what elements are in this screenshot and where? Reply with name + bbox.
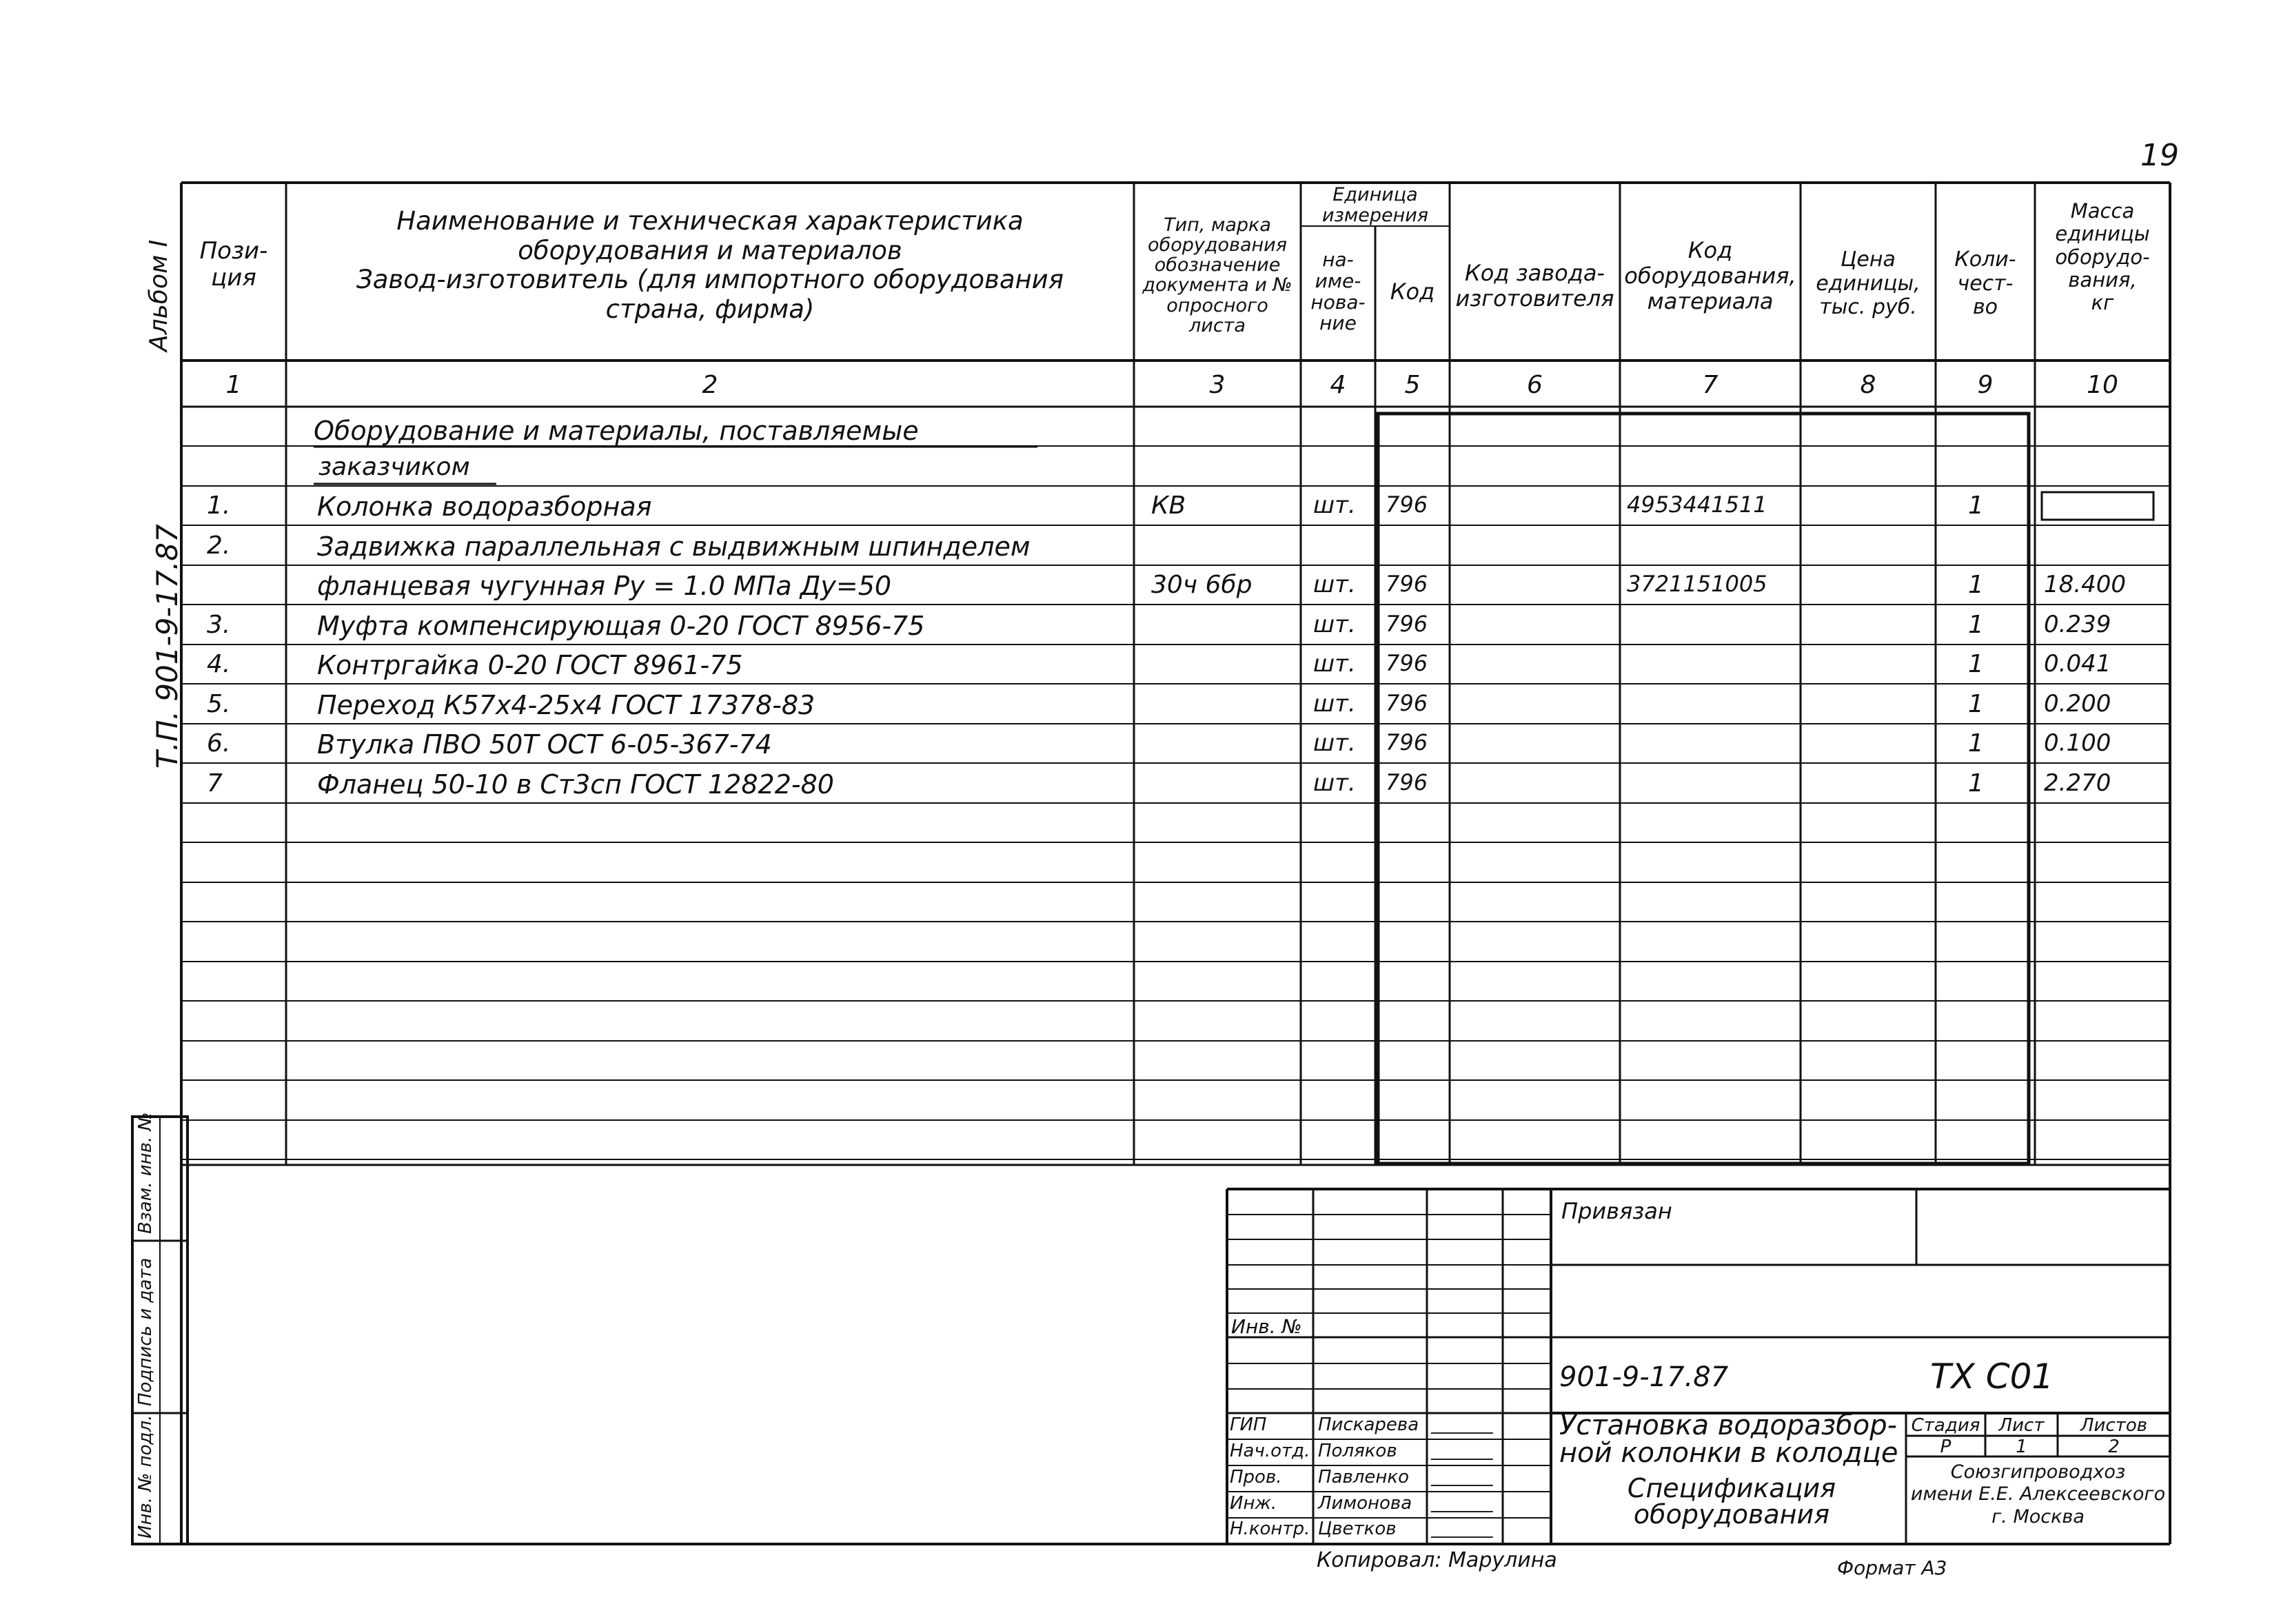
- row-mass: 0.200: [2044, 690, 2111, 718]
- column-number: 4: [1330, 371, 1346, 399]
- row-quantity: 1: [1968, 491, 1984, 520]
- row-quantity: 1: [1968, 690, 1984, 718]
- signature-role: ГИП: [1230, 1414, 1267, 1435]
- row-name: фланцевая чугунная Ру = 1.0 МПа Ду=50: [317, 571, 892, 601]
- drawing-subtitle: Спецификация оборудования: [1627, 1473, 1836, 1530]
- handwritten-signature: [1430, 1420, 1499, 1434]
- section-title-cont: заказчиком: [318, 453, 470, 481]
- row-unit-code: 796: [1386, 571, 1428, 597]
- header-unit-name: на- име- нова- ние: [1310, 248, 1366, 335]
- album-label: Альбом I: [145, 239, 173, 352]
- column-number: 2: [702, 371, 718, 399]
- document-code: 901-9-17.87: [1559, 1361, 1729, 1393]
- stamp-orig-inv: Инв. № подл.: [135, 1414, 156, 1539]
- header-equipment-code: Код оборудования, материала: [1624, 237, 1796, 314]
- signature-role: Пров.: [1230, 1467, 1282, 1488]
- section-title: Оборудование и материалы, поставляемые: [314, 416, 919, 446]
- row-type: 30ч 6бр: [1151, 571, 1253, 599]
- sheets-label: Листов: [2080, 1415, 2148, 1436]
- signature-role: Нач.отд.: [1230, 1441, 1310, 1461]
- header-price: Цена единицы, тыс. руб.: [1816, 247, 1920, 319]
- column-number: 9: [1977, 371, 1994, 399]
- row-name: Втулка ПВО 50Т ОСТ 6-05-367-74: [317, 729, 772, 760]
- row-position: 2.: [207, 531, 231, 560]
- header-unit-group: Единица измерения: [1321, 184, 1429, 226]
- column-number: 6: [1527, 371, 1543, 399]
- handwritten-signature: [1430, 1472, 1499, 1486]
- row-unit: шт.: [1313, 769, 1356, 797]
- signature-role: Н.контр.: [1230, 1519, 1310, 1539]
- row-unit: шт.: [1313, 611, 1356, 638]
- row-mass: 0.100: [2044, 729, 2111, 757]
- header-mass: Масса единицы оборудо- вания, кг: [2055, 199, 2150, 315]
- row-equipment-code: 3721151005: [1627, 571, 1767, 597]
- signature-name: Цветков: [1318, 1519, 1397, 1539]
- handwritten-signature: [1430, 1499, 1499, 1512]
- row-position: 6.: [207, 729, 231, 758]
- signature-role: Инж.: [1230, 1493, 1277, 1514]
- bound-label: Привязан: [1561, 1198, 1672, 1224]
- row-quantity: 1: [1968, 650, 1984, 678]
- page-number: 19: [2140, 138, 2179, 173]
- row-position: 5.: [207, 690, 231, 718]
- stage-value: Р: [1940, 1437, 1951, 1457]
- row-unit: шт.: [1313, 729, 1356, 757]
- row-unit-code: 796: [1386, 690, 1428, 716]
- stamp-replace-inv: Взам. инв. №: [135, 1112, 156, 1234]
- row-position: 3.: [207, 611, 231, 639]
- row-position: 7: [207, 769, 223, 798]
- column-number: 7: [1702, 371, 1719, 399]
- header-factory-code: Код завода- изготовителя: [1455, 260, 1614, 312]
- row-name: Муфта компенсирующая 0-20 ГОСТ 8956-75: [317, 611, 925, 641]
- header-position: Пози- ция: [199, 237, 268, 292]
- copied-by: Копировал: Марулина: [1317, 1548, 1557, 1572]
- stage-label: Стадия: [1911, 1415, 1980, 1436]
- row-quantity: 1: [1968, 729, 1984, 758]
- header-name: Наименование и техническая характеристика оборудования и материалов Завод-изготовитель (для импортного оборудования страна, фирма): [356, 206, 1064, 324]
- sheet-code: ТХ С01: [1930, 1357, 2054, 1397]
- signature-name: Пискарева: [1318, 1414, 1419, 1435]
- sheet-label: Лист: [1998, 1415, 2045, 1436]
- row-type: КВ: [1151, 491, 1186, 520]
- drawing-title: Установка водоразбор- ной колонки в колодце: [1559, 1410, 1898, 1469]
- sheet-value: 1: [2016, 1437, 2027, 1457]
- row-unit-code: 796: [1386, 650, 1428, 676]
- side-document-code: Т.П. 901-9-17.87: [150, 524, 184, 769]
- row-position: 4.: [207, 650, 231, 678]
- signature-name: Поляков: [1318, 1441, 1397, 1461]
- column-number: 5: [1404, 371, 1421, 399]
- row-unit: шт.: [1313, 571, 1356, 598]
- row-position: 1.: [207, 491, 231, 520]
- row-name: Контргайка 0-20 ГОСТ 8961-75: [317, 650, 743, 680]
- row-mass: 0.239: [2044, 611, 2111, 638]
- stamp-sign-date: Подпись и дата: [135, 1257, 156, 1406]
- row-name: Задвижка параллельная с выдвижным шпинделем: [317, 531, 1031, 562]
- signature-name: Павленко: [1318, 1467, 1410, 1488]
- row-mass: 18.400: [2044, 571, 2126, 598]
- handwritten-signature: [1430, 1524, 1499, 1538]
- row-unit: шт.: [1313, 650, 1356, 678]
- row-equipment-code: 4953441511: [1627, 491, 1767, 518]
- header-type: Тип, марка оборудования обозначение документа и № опросного листа: [1142, 214, 1292, 336]
- row-unit-code: 796: [1386, 491, 1428, 518]
- handwritten-signature: [1430, 1446, 1499, 1460]
- row-unit-code: 796: [1386, 611, 1428, 637]
- row-unit-code: 796: [1386, 729, 1428, 755]
- row-quantity: 1: [1968, 611, 1984, 639]
- row-name: Фланец 50-10 в Ст3сп ГОСТ 12822-80: [317, 769, 834, 800]
- row-unit: шт.: [1313, 690, 1356, 718]
- paper-format: Формат А3: [1837, 1556, 1947, 1579]
- sheets-value: 2: [2108, 1437, 2120, 1457]
- row-name: Колонка водоразборная: [317, 491, 652, 522]
- organization: Союзгипроводхоз имени Е.Е. Алексеевского г. Москва: [1910, 1461, 2166, 1527]
- header-unit-code: Код: [1390, 278, 1435, 305]
- signature-name: Лимонова: [1318, 1493, 1412, 1514]
- column-number: 1: [225, 371, 242, 399]
- inv-number-label: Инв. №: [1231, 1315, 1302, 1338]
- column-number: 8: [1860, 371, 1876, 399]
- row-mass: 2.270: [2044, 769, 2111, 797]
- header-quantity: Коли- чест- во: [1954, 247, 2016, 319]
- row-quantity: 1: [1968, 571, 1984, 599]
- column-number: 3: [1209, 371, 1226, 399]
- row-mass: 0.041: [2044, 650, 2111, 678]
- row-quantity: 1: [1968, 769, 1984, 798]
- column-number: 10: [2087, 371, 2118, 399]
- row-unit-code: 796: [1386, 769, 1428, 795]
- row-name: Переход К57х4-25х4 ГОСТ 17378-83: [317, 690, 815, 720]
- row-unit: шт.: [1313, 491, 1356, 519]
